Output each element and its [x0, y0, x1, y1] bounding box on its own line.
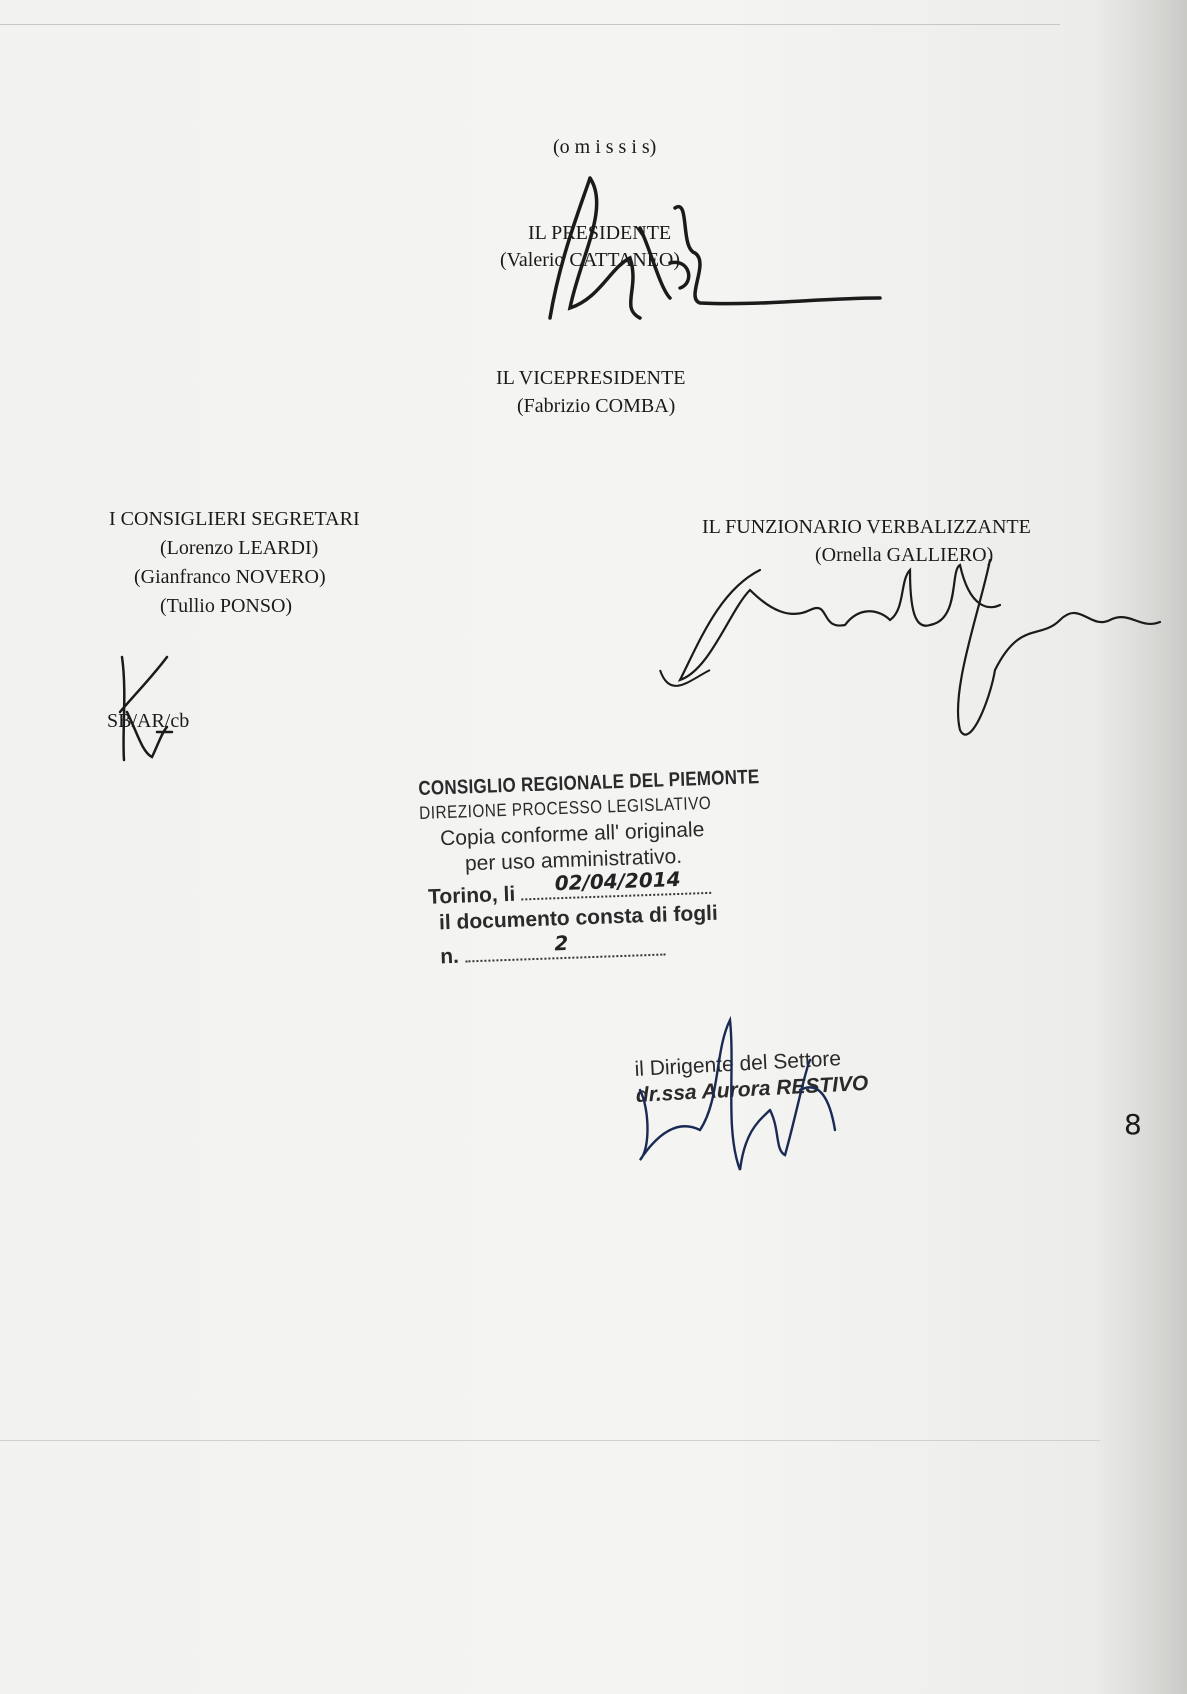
stamp-place-label: Torino, li: [427, 882, 516, 909]
manager-title: il Dirigente del Settore: [634, 1047, 842, 1081]
secretary-name-3: (Tullio PONSO): [160, 595, 293, 617]
handwritten-page-count: 2: [553, 930, 569, 956]
secretaries-title: I CONSIGLIERI SEGRETARI: [109, 508, 360, 530]
reference-initials: SB/AR/cb: [107, 710, 190, 732]
count-dotted-line: [464, 930, 665, 963]
president-title: IL PRESIDENTE: [528, 222, 672, 244]
secretary-name-2: (Gianfranco NOVERO): [134, 566, 326, 588]
header-rule: [0, 24, 1060, 25]
certification-stamp: [418, 765, 804, 970]
manager-name: dr.ssa Aurora RESTIVO: [635, 1071, 869, 1107]
stamp-uso: per uso amministrativo.: [464, 844, 683, 876]
stamp-org: CONSIGLIO REGIONALE DEL PIEMONTE: [418, 766, 760, 800]
faint-rule: [0, 1440, 1100, 1441]
manager-signature: [620, 1010, 870, 1180]
vice-president-name: (Fabrizio COMBA): [517, 395, 676, 417]
president-name: (Valerio CATTANEO): [500, 249, 681, 271]
handwritten-date: 02/04/2014: [554, 866, 681, 896]
stamp-n-label: n.: [439, 944, 460, 969]
page-mark: 8: [1124, 1108, 1142, 1141]
secretary-name-1: (Lorenzo LEARDI): [160, 537, 319, 559]
officer-name: (Ornella GALLIERO): [815, 544, 994, 566]
stamp-count-line: [424, 931, 805, 970]
date-dotted-line: [521, 866, 712, 901]
stamp-dept: DIREZIONE PROCESSO LEGISLATIVO: [418, 792, 712, 823]
vice-president-title: IL VICEPRESIDENTE: [496, 367, 686, 389]
officer-signature: [660, 550, 1180, 740]
secretary-initials-signature: [112, 652, 182, 762]
omissis-note: (o m i s s i s): [553, 136, 657, 158]
stamp-conforme: Copia conforme all' originale: [439, 818, 705, 851]
president-signature: [520, 168, 880, 338]
stamp-pages-label: il documento consta di fogli: [438, 901, 719, 935]
officer-title: IL FUNZIONARIO VERBALIZZANTE: [702, 516, 1031, 538]
